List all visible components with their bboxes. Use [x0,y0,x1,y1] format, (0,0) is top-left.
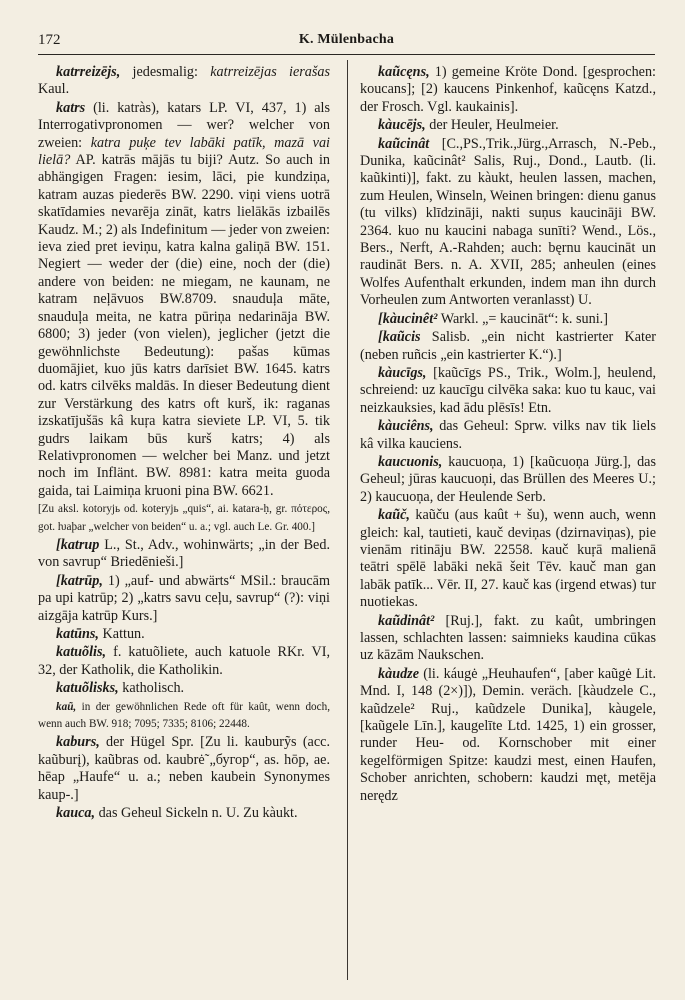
headword: kàuciêns, [378,418,434,435]
dictionary-entry [360,64,656,116]
headword: kaũč, [378,507,410,524]
dictionary-entry [360,329,656,364]
entry-text: kaũču (aus kaût + šu), wenn auch, wenn gleich: kal, tautieti, kauč deviņas (dzirnaviņas), pie vienām ritināju BW. 22558. kauč kuŗā malienā teātri spēlē labāki nekā šeit Tēv. kauč man gan labāk patīk... Vēr. II, 27. kauč kas (irgend etwas) tur nuotiekas. [360,507,656,611]
entry-text: in der gewöhnlichen Rede oft für kaût, wenn doch, wenn auch BW. 918; 7095; 7335; 8106; 22448. [38,700,330,731]
entry-text: [Ruj.], fakt. zu kaût, umbringen lassen, schlachten lassen: saimnieks kaudina cūkas uz kāzām Naukschen. [360,612,656,664]
entry-text: [Zu aksl. kotoryjь od. koteryjь „quis“, ai. katara-ḥ, gr. πότερος, got. ƕaþar „welcher von beiden“ u. a.; vgl. auch Le. Gr. 400.] [38,503,330,533]
headword: katrreizējs, [56,64,121,80]
dictionary-entry [38,501,330,536]
column-divider [347,60,348,980]
entry-text: das Geheul: Sprw. vilks nav tik liels kâ vilka kauciens. [360,418,656,452]
entry-text: 1) „auf- und abwärts“ MSil.: braucām pa upi katrūp; 2) „katrs savu ceļu, savrup“ (?): viņi aizgāja katrūp Kurs.] [38,572,330,624]
dictionary-entry [360,136,656,310]
dictionary-entry [360,311,656,328]
dictionary-entry [360,507,656,611]
headword: kaũcęns, [378,64,430,80]
running-head: K. Mülenbacha [298,32,395,47]
entry-text: (li. káugė „Heuhaufen“, [aber kaũgė Lit. Mnd. I, 148 (2×)]), Demin. veräch. [kàudzele C., kaũdzele² Ruj., kaũdzele Dunika], kàugele, [kaũgele Līn.], kaugelīte Ltd. 1425, 1) ein grosser, runder Heu- od. Kornschober mit einer kegelförmigen Spitze: kaudzi mest, einen Haufen, Schober anrichten, schobern: kaudzi męt, metēja nerędz [360,665,656,804]
right-column [360,64,656,806]
example-text: katra puķe tev labāki patīk, mazā vai lielā? [38,134,330,169]
headword: [katrūp, [56,572,103,589]
entry-tail: Kaul. [38,81,70,98]
dictionary-entry [38,64,330,99]
entry-text: f. katuõliete, auch katuole RKr. VI, 32, der Katholik, die Katholikin. [38,644,330,678]
headword: kàucējs, [378,117,426,134]
headword: kauca, [56,805,96,822]
entry-text: 1) gemeine Kröte Dond. [gesprochen: koucans]; [2) kaucens Pinkenhof, kaũcęns Katzd., der Frosch. Vgl. kaukainis]. [360,64,656,115]
dictionary-entry [38,680,330,697]
entry-text: Salisb. „ein nicht kastrierter Kater (neben ruñcis „ein kastrierter K.“).] [360,329,656,363]
headword: kaucuonis, [378,453,443,470]
entry-text: (li. katràs), katars LP. VI, 437, 1) als Interrogativpronomen — wer? welcher von zweien: [38,99,330,151]
dictionary-entry [360,666,656,805]
example-text: katrreizējas ierašas [210,64,330,80]
entry-text: der Hügel Spr. [Zu li. kauburỹs (acc. kaũburį), kaũbras od. kaubrė̃ „бугор“, as. hōp, ae. hēap „Haufe“ u. a.; neben kaubein Synonymes kaup-.] [38,734,330,803]
entry-text: Warkl. „= kaucināt“: k. suni.] [437,310,608,327]
headword: [kàucinêt² [378,310,438,327]
entry-text: Kattun. [98,626,145,642]
headword: kàucīgs, [378,364,427,381]
dictionary-entry [38,537,330,572]
entry-text: der Heuler, Heulmeier. [425,117,559,134]
entry-text: kaucuoņa, 1) [kaũcuoņa Jürg.], das Geheul; jūras kaucuoņi, das Brüllen des Meeres U.; 2) kaucuoņa, der Heulende Serb. [360,453,656,505]
left-column [38,64,330,823]
dictionary-entry [360,454,656,506]
dictionary-entry [38,734,330,804]
headword: [katrup [56,536,100,553]
entry-text: jedesmalig: [120,64,211,80]
page-number: 172 [38,32,61,48]
headword: katuõlis, [56,644,107,661]
headword: katuõlisks, [56,680,119,697]
entry-text: katholisch. [118,680,185,697]
entry-text: das Geheul Sickeln n. U. Zu kàukt. [95,805,298,822]
entry-text: [C.,PS.,Trik.,Jürg.,Arrasch, N.-Peb., Dunika, kaũcinât² Salis, Ruj., Dond., Lautb. (li. kaũkinti)], fakt. zu kàukt, heulen lassen, machen, zum Heulen, Winseln, Weinen bringen: dienu ganus (tu vilks) klīdzināji, nakti suņus kaucināji BW. 2364. kuo nu kaucini nabaga sunīti? Wend., Lös., Bers., Nerft, A.-Rahden; auch: bęrnu kaucināt un raudināt Bers. n. A. XVII, 285; anheulen (eines Wolfes Aufenthalt erkunden, indem man ihn durch Vorheulen zum Antworten veranlasst) U. [360,135,656,309]
dictionary-entry [38,100,330,500]
headword: [kaũcis [378,329,421,346]
dictionary-entry [360,117,656,134]
dictionary-entry [38,573,330,625]
headword: katūns, [56,626,99,642]
headword: kaburs, [56,734,100,751]
headword: katrs [56,99,86,116]
headword: kaũcinât [378,135,430,152]
dictionary-entry [38,805,330,822]
dictionary-entry [38,699,330,734]
dictionary-entry [38,644,330,679]
headword: kaũdinât² [378,612,435,629]
dictionary-entry [360,418,656,453]
headword: kàudze [378,665,419,682]
dictionary-entry [360,613,656,665]
headword: kaũ, [56,700,77,713]
entry-text: L., St., Adv., wohinwärts; „in der Bed. von savrup“ Briedēnieši.] [38,536,330,571]
dictionary-entry [38,626,330,643]
entry-text: [kaũcīgs PS., Trik., Wolm.], heulend, schreiend: uz kaucīgu cilvēka saka: kuo tu kauc, vai neizkauksies, kad ādu plēsīs! Etn. [360,364,656,416]
dictionary-entry [360,365,656,417]
entry-tail: AP. katrās mājās tu biji? Autz. So auch in abhängigen Fragen: iesim, lāci, pie kundziņa, katram auzas piederēs BW. 2290. viņi viens uotrā skatīdamies nevarēja zināt, katrs lielākās izbailēs Kaudz. M.; 2) als Indefinitum — jeder von zweien: ieva zied pret ieviņu, katra kalna galiņā BW. 151. Negiert — weder der (die) eine, noch der (die) andere von beiden: ne miegam, ne kaunam, ne katram neļāvuos BW.8709. snauduļa māte, snauduļa meita, ne katra pūriņa nedarināja BW. 6800; 3) jeder (von vielen), jeglicher (jetzt die gewöhnlichste Bedeutung): pašas kūmas duomājiet, kuo jūs katrs darīsiet BW. 1645. katrs od. katrs cilvēks maldās. In dieser Bedeutung dient zur Verstärkung des katrs oft kurš, ik: raganas izskatījušās kâ kuŗa katra sieviete LP. VI, 5. tik gudrs laikam būs kurš katrs; 4) als Relativpronomen — welcher bei Manz. und jetzt noch im Inflänt. BW. 8981: katra meita guoda gaida, tai Laimiņa kruoni pina BW. 6621. [38,152,330,499]
page-header [38,28,655,55]
